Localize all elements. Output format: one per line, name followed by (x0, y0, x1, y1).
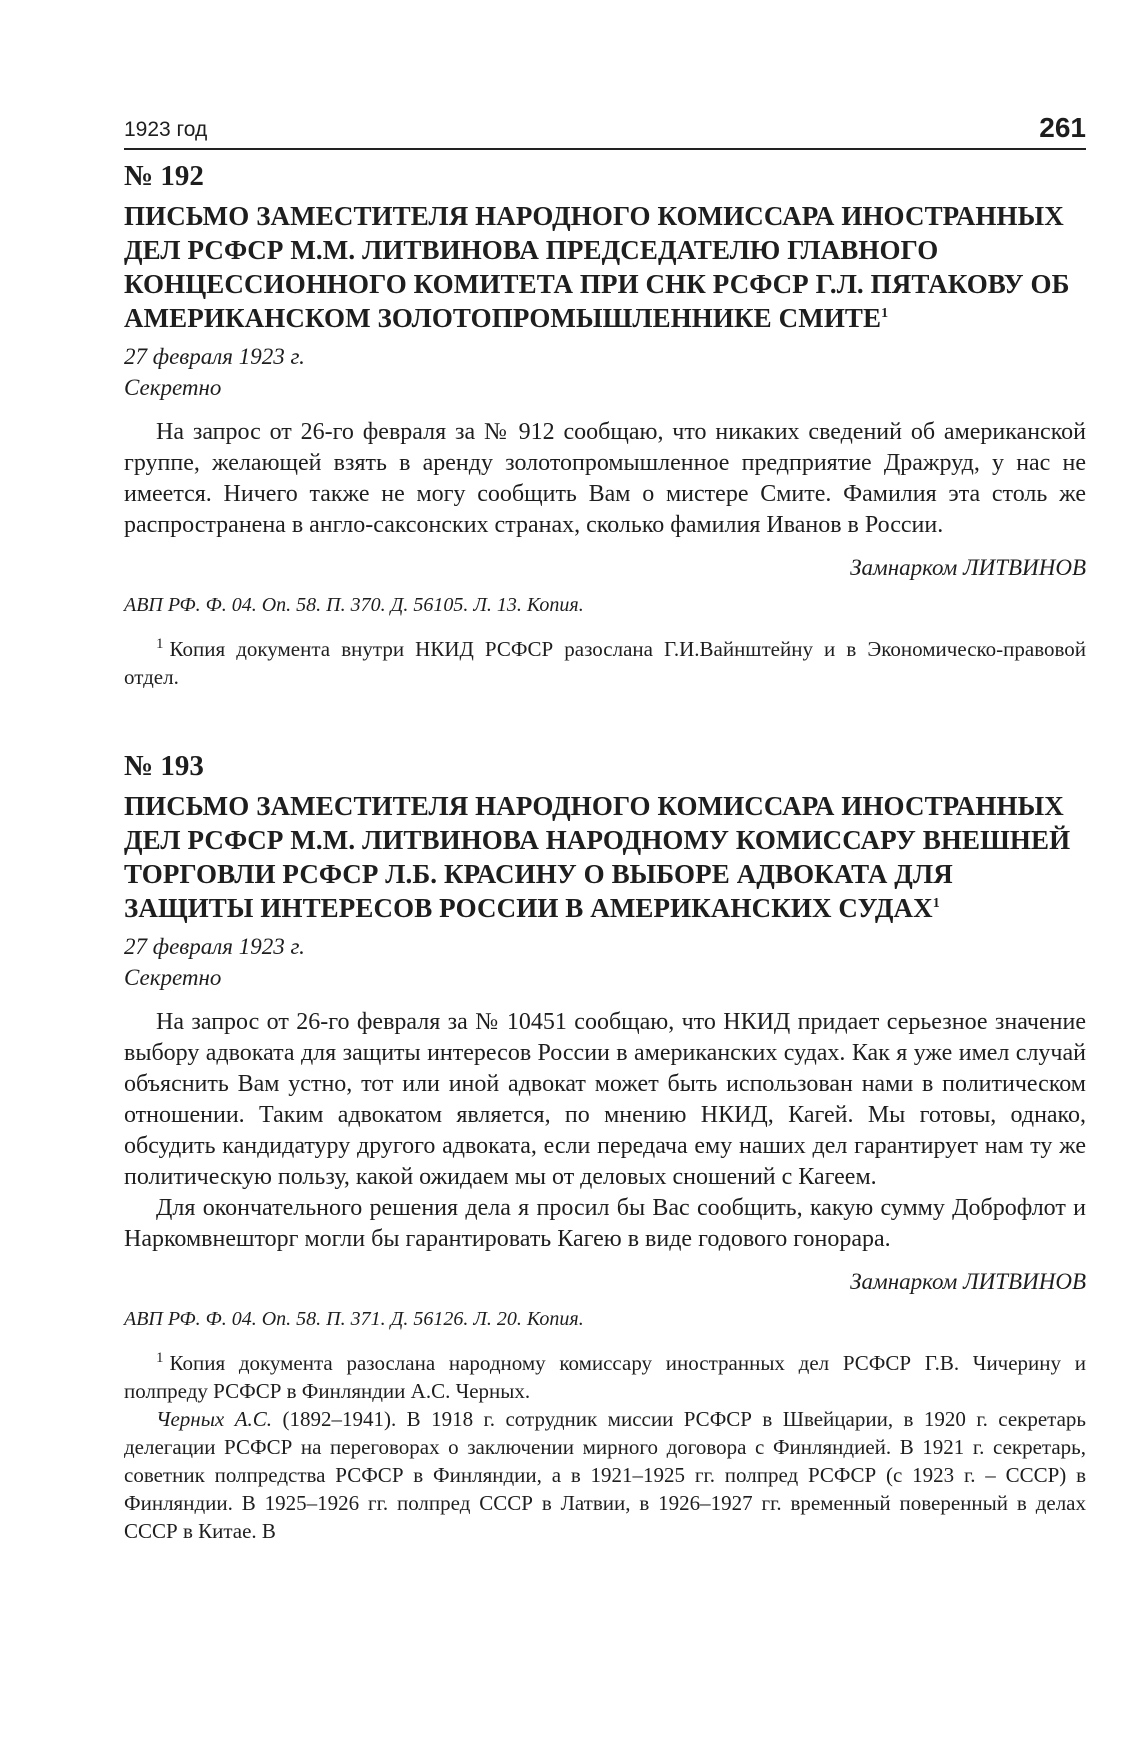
document-body (124, 1007, 1086, 1255)
running-head (124, 110, 1086, 150)
document-date: 27 февраля 1923 г. (124, 934, 305, 959)
bio-note-text: (1892–1941). В 1918 г. сотрудник миссии РСФСР в Швейцарии, в 1920 г. секретарь делегации РСФСР на переговорах о заключении мирного договора с Финляндией. В 1921 г. секретарь, советник полпредства РСФСР в Финляндии, а в 1921–1925 гг. полпред РСФСР (с 1923 г. – СССР) в Финляндии. В 1925–1926 гг. полпред СССР в Латвии, в 1926–1927 гг. временный поверенный в делах СССР в Китае. В (124, 1407, 1087, 1543)
page-number: 261 (1039, 112, 1086, 143)
footnotes (124, 1349, 1086, 1545)
footnotes (124, 635, 1086, 691)
bio-note (124, 1405, 1086, 1545)
body-paragraph: Для окончательного решения дела я просил бы Вас сообщить, какую сумму Доброфлот и Наркомвнешторг могли бы гарантировать Кагею в виде годового гонорара. (124, 1195, 1086, 1252)
document-number: № 192 (124, 160, 204, 192)
archive-reference: АВП РФ. Ф. 04. Оп. 58. П. 371. Д. 56126. Л. 20. Копия. (124, 1308, 584, 1330)
document-meta (124, 341, 1086, 403)
document-title-text: ПИСЬМО ЗАМЕСТИТЕЛЯ НАРОДНОГО КОМИССАРА ИНОСТРАННЫХ ДЕЛ РСФСР М.М. ЛИТВИНОВА НАРОДНОМУ КОМИССАРУ ВНЕШНЕЙ ТОРГОВЛИ РСФСР Л.Б. КРАСИНУ О ВЫБОРЕ АДВОКАТА ДЛЯ ЗАЩИТЫ ИНТЕРЕСОВ РОССИИ В АМЕРИКАНСКИХ СУДАХ (124, 791, 1071, 923)
body-paragraph: На запрос от 26-го февраля за № 912 сообщаю, что никаких сведений об американской группе, желающей взять в аренду золотопромышленное предприятие Дражруд, у нас не имеется. Ничего также не могу сообщить Вам о мистере Смите. Фамилия эта столь же распространена в англо-саксонских странах, сколько фамилия Иванов в России. (124, 419, 1086, 538)
footnote-mark: 1 (156, 636, 164, 652)
document-title (124, 789, 1086, 925)
document-classification: Секретно (124, 965, 222, 990)
footnote-mark: 1 (156, 1350, 164, 1366)
title-footnote-mark: 1 (881, 306, 889, 321)
document-date: 27 февраля 1923 г. (124, 344, 305, 369)
archive-reference: АВП РФ. Ф. 04. Оп. 58. П. 370. Д. 56105. Л. 13. Копия. (124, 594, 584, 616)
document-classification: Секретно (124, 375, 222, 400)
footnote-text: Копия документа внутри НКИД РСФСР разослана Г.И.Вайнштейну и в Экономическо-правовой отдел. (124, 637, 1086, 689)
footnote (124, 1349, 1086, 1405)
body-paragraph: На запрос от 26-го февраля за № 10451 сообщаю, что НКИД придает серьезное значение выбору адвоката для защиты интересов России в американских судах. Как я уже имел случай объяснить Вам устно, тот или иной адвокат может быть использован нами в политическом отношении. Таким адвокатом является, по мнению НКИД, Кагей. Мы готовы, однако, обсудить кандидатуру другого адвоката, если передача ему наших дел гарантирует нам ту же политическую пользу, какой ожидаем мы от деловых сношений с Кагеем. (124, 1009, 1086, 1190)
document-body (124, 417, 1086, 541)
footnote (124, 635, 1086, 691)
document-title-text: ПИСЬМО ЗАМЕСТИТЕЛЯ НАРОДНОГО КОМИССАРА ИНОСТРАННЫХ ДЕЛ РСФСР М.М. ЛИТВИНОВА ПРЕДСЕДАТЕЛЮ ГЛАВНОГО КОНЦЕССИОННОГО КОМИТЕТА ПРИ СНК РСФСР Г.Л. ПЯТАКОВУ ОБ АМЕРИКАНСКОМ ЗОЛОТОПРОМЫШЛЕННИКЕ СМИТЕ (124, 201, 1070, 333)
running-head-year: 1923 год (124, 118, 208, 141)
document-title (124, 199, 1086, 335)
footnote-text: Копия документа разослана народному комиссару иностранных дел РСФСР Г.В. Чичерину и полпреду РСФСР в Финляндии А.С. Черных. (124, 1351, 1086, 1403)
bio-note-name: Черных А.С. (156, 1407, 273, 1431)
document-number: № 193 (124, 750, 204, 782)
document-192 (124, 162, 1086, 691)
signature: Замнарком ЛИТВИНОВ (850, 555, 1086, 580)
title-footnote-mark: 1 (932, 896, 940, 911)
signature: Замнарком ЛИТВИНОВ (850, 1269, 1086, 1294)
document-meta (124, 931, 1086, 993)
document-193 (124, 752, 1086, 1545)
